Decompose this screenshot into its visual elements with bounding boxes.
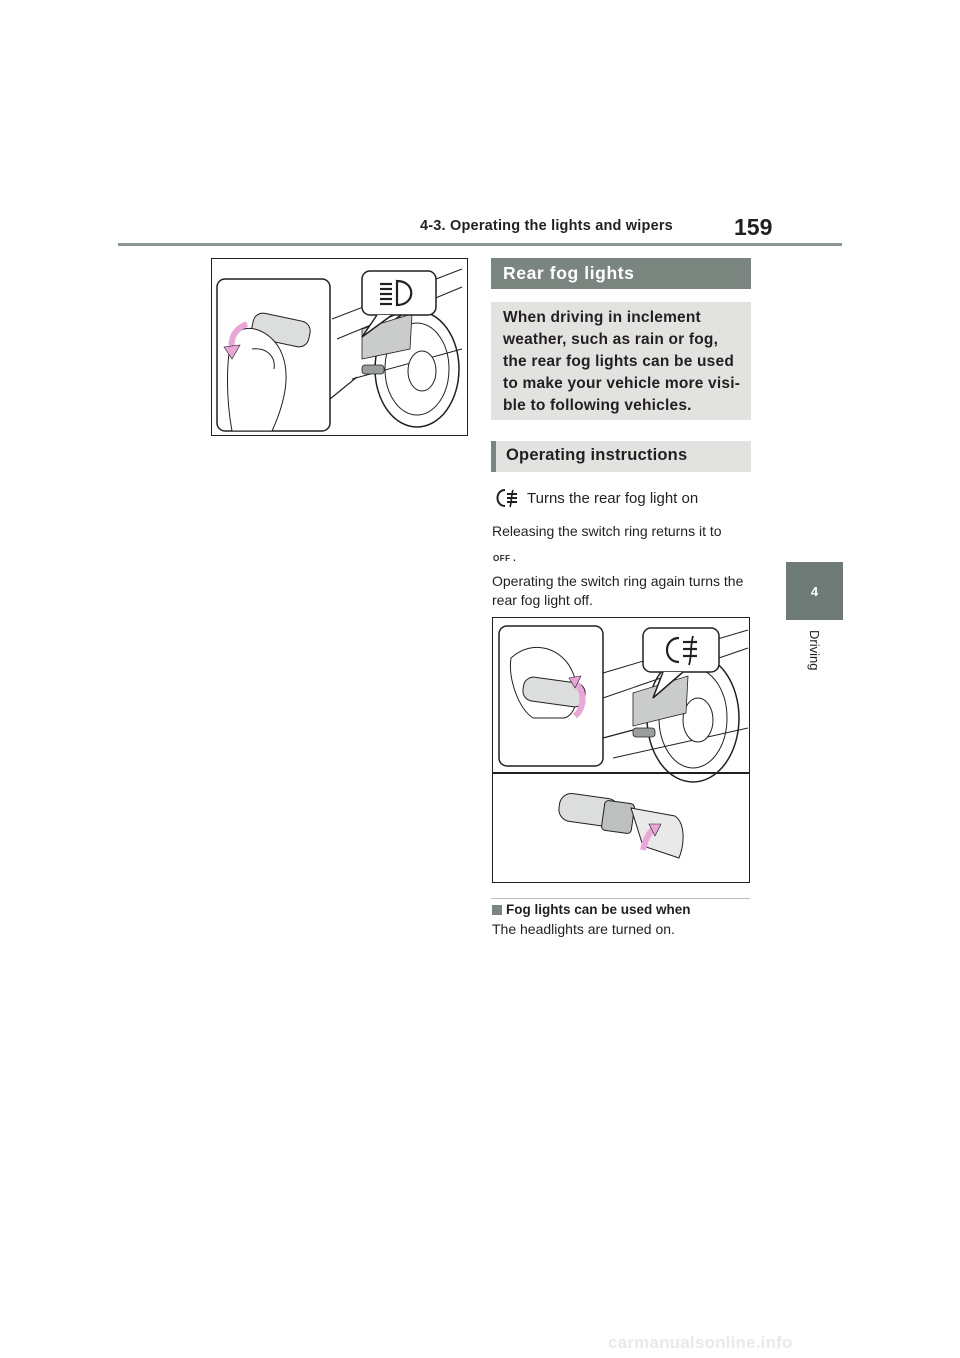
note-divider (491, 898, 750, 899)
rear-fog-light-icon (494, 487, 518, 509)
section-header: 4-3. Operating the lights and wipers (420, 218, 673, 234)
watermark: carmanualsonline.info (608, 1333, 793, 1352)
releasing-off-line (492, 547, 516, 568)
intro-box: When driving in inclement weather, such as rain or fog, the rear fog lights can be used to make your vehicle more visi-ble to following vehicles. (491, 302, 751, 420)
releasing-suffix: . (512, 548, 517, 564)
section-title: Rear fog lights (491, 258, 751, 289)
turns-on-text: Turns the rear fog light on (527, 489, 699, 507)
note-heading: Fog lights can be used when (492, 902, 691, 917)
chapter-label: Driving (807, 630, 822, 671)
releasing-text: Releasing the switch ring returns it to (492, 523, 722, 539)
note-text: The headlights are turned on. (492, 921, 675, 937)
page-number: 159 (734, 214, 773, 240)
rear-fog-switch-illustration (492, 617, 750, 883)
square-bullet-icon (492, 905, 502, 915)
off-label: OFF (493, 554, 511, 563)
fog-light-instruction (494, 487, 698, 509)
again-text: Operating the switch ring again turns the rear fog light off. (492, 573, 744, 608)
headlight-switch-illustration (211, 258, 468, 436)
subheading: Operating instructions (491, 441, 751, 472)
header-divider (118, 243, 842, 246)
chapter-tab[interactable]: 4 (786, 562, 843, 620)
